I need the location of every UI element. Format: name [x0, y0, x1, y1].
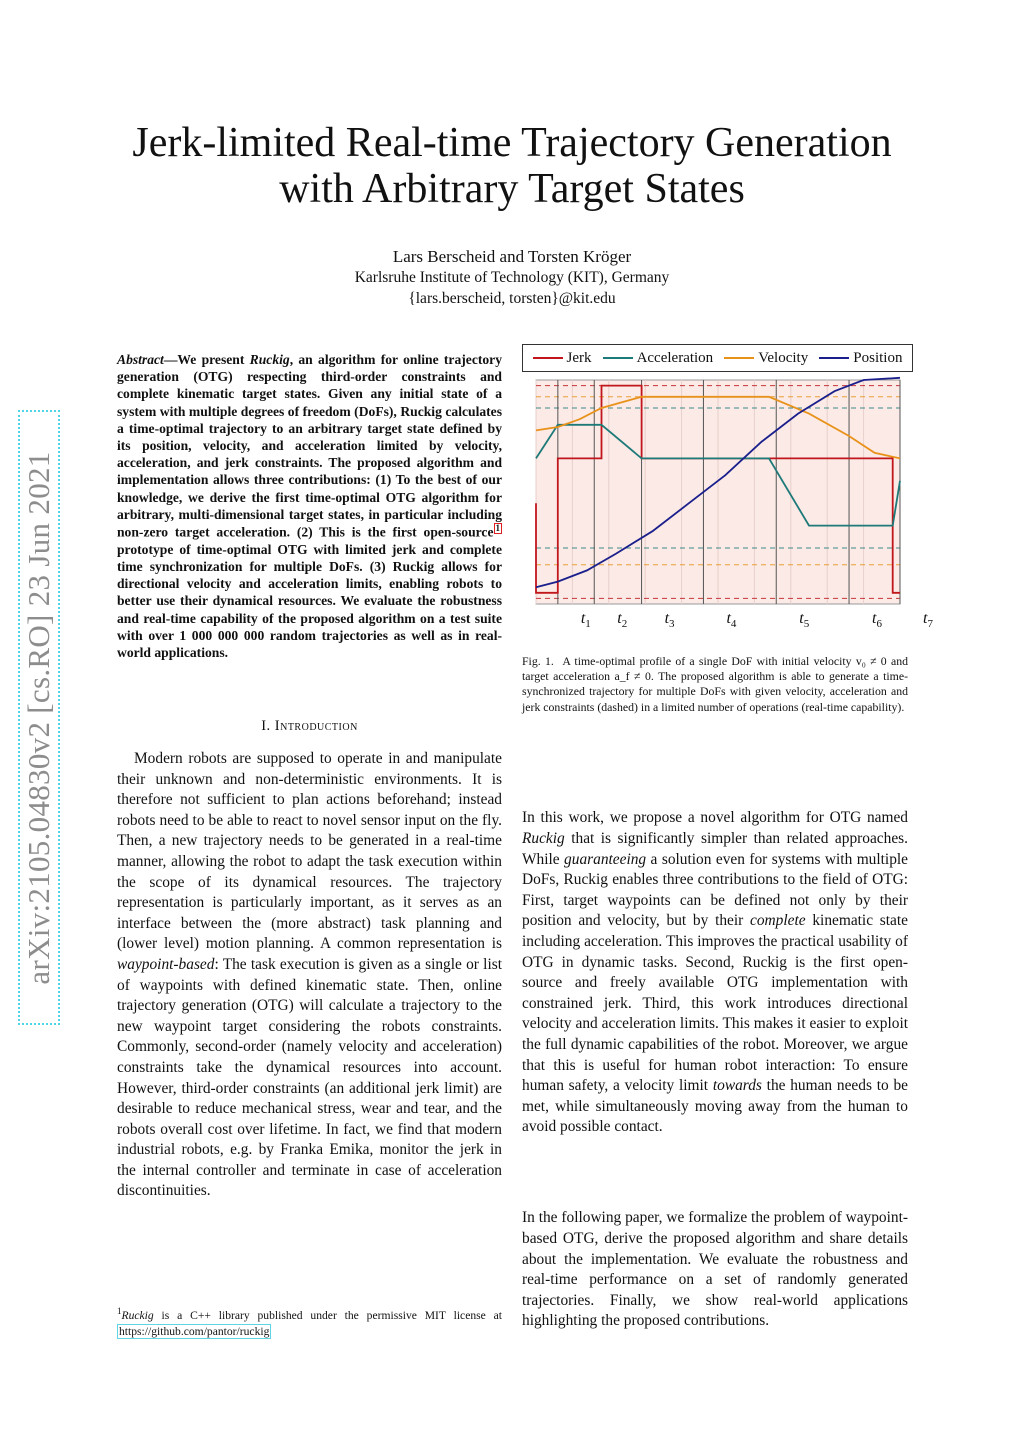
tick-label-t2: $t_2$: [617, 610, 628, 631]
trajectory-chart: [522, 374, 913, 610]
chart-legend: [522, 344, 913, 372]
arxiv-stamp: [18, 410, 60, 1025]
footnote-marker[interactable]: 1: [495, 523, 500, 534]
legend-velocity-swatch: [724, 357, 754, 359]
legend-velocity: [724, 350, 808, 367]
title-line-2: with Arbitrary Target States: [279, 166, 745, 212]
intro-paragraph-right-1: [522, 793, 908, 1153]
footnote-number: 1: [117, 1306, 122, 1316]
email: {lars.berscheid, torsten}@kit.edu: [408, 290, 616, 307]
intro-r1-e: the human needs to be met, while simultaneously moving away from the human to avoid possible contact.: [522, 1077, 908, 1136]
section-heading: [117, 718, 502, 735]
legend-position-label: Position: [853, 349, 903, 366]
legend-acceleration-label: Acceleration: [636, 349, 714, 366]
footnote: [117, 1303, 502, 1340]
legend-acceleration: [603, 350, 714, 367]
legend-velocity-label: Velocity: [758, 349, 809, 366]
intro-r1-a: In this work, we propose a novel algorithm for OTG named: [522, 809, 908, 827]
intro-r1-em1: Ruckig: [522, 829, 565, 847]
title-line-1: Jerk-limited Real-time Trajectory Generation: [132, 120, 892, 166]
intro-paragraph-right-2: [522, 1193, 908, 1347]
tick-label-t3: $t_3$: [664, 610, 675, 631]
intro-paragraph-left: [117, 749, 502, 1202]
caption-text: A time-optimal profile of a single DoF with initial velocity v₀ ≠ 0 and target acceleration a_f ≠ 0. The proposed algorithm is able to generate a time-synchronized trajectory for multiple DoFs with given velocity, acceleration and jerk constraints (dashed) in a limited number of operations (real-time capability).: [522, 654, 908, 714]
intro-p1-em: waypoint-based: [117, 955, 215, 973]
intro-r1-d: kinematic state including acceleration. This improves the practical usability of OTG in dynamic tasks. Second, Ruckig is the first open-source and freely available OTG implementation with constrained jerk. Third, this work introduces directional velocity and acceleration limits. This makes it easier to exploit the full dynamic capabilities of the robot. Moreover, we argue that this is useful for human robot interaction: To ensure human safety, a velocity limit: [522, 912, 908, 1095]
arxiv-id: arXiv:2105.04830v2 [cs.RO] 23 Jun 2021: [21, 450, 56, 985]
tick-label-t1: $t_1$: [580, 610, 591, 631]
affiliation: Karlsruhe Institute of Technology (KIT), Germany: [354, 269, 670, 286]
intro-r1-em2: guaranteeing: [564, 850, 647, 868]
author-block: [0, 246, 1024, 309]
legend-position: [819, 350, 902, 367]
legend-jerk-swatch: [533, 357, 563, 359]
intro-r2-text: In the following paper, we formalize the problem of waypoint-based OTG, derive the proposed algorithm and share details about the implementation. We evaluate the robustness and real-time performance on a set of randomly generated trajectories. Finally, we show real-world applications highlighting the proposed contributions.: [522, 1209, 908, 1330]
intro-r1-em3: complete: [750, 912, 806, 930]
intro-r1-b: that is significantly simpler than related approaches. While: [522, 829, 908, 868]
authors: Lars Berscheid and Torsten Kröger: [392, 247, 632, 266]
footnote-ruckig: Ruckig: [121, 1308, 154, 1322]
tick-label-t5: $t_5$: [799, 610, 810, 631]
tick-label-t7: $t_7$: [923, 610, 933, 631]
paper-title: [0, 120, 1024, 212]
footnote-link[interactable]: https://github.com/pantor/ruckig: [119, 1324, 270, 1338]
abstract-text-2: prototype of time-optimal OTG with limited jerk and complete time synchronization for multiple DoFs. (3) Ruckig allows for directional velocity and acceleration limits, enabling robots to better use their dynamical resources. We evaluate the robustness and real-time capability of the proposed algorithm on a test suite with over 1 000 000 000 random trajectories as well as in real-world applications.: [117, 541, 502, 660]
footnote-text: is a C++ library published under the permissive MIT license at: [153, 1308, 502, 1322]
abstract-label: Abstract: [117, 352, 164, 367]
legend-jerk-label: Jerk: [566, 349, 592, 366]
intro-p1-a: Modern robots are supposed to operate in and manipulate their unknown and non-deterministic environments. It is therefore not sufficient to plan actions beforehand; instead robots need to be able to react to novel sensor input on the fly. Then, a new trajectory needs to be generated in a real-time manner, allowing the robot to adapt the task execution within the scope of its dynamical resources. The trajectory representation is particularly important, as it serves as an interface between the (more abstract) task planning and (lower level) motion planning. A common representation is: [117, 750, 502, 953]
caption-prefix: Fig. 1.: [522, 654, 554, 668]
legend-acceleration-swatch: [603, 357, 633, 359]
figure-caption: [522, 654, 908, 715]
abstract-ruckig: Ruckig: [249, 352, 290, 367]
abstract-intro: —We present: [163, 352, 250, 367]
legend-jerk: [533, 350, 592, 367]
abstract-text-1: , an algorithm for online trajectory generation (OTG) respecting third-order constraints and complete kinematic target states. Given any initial state of a system with multiple degrees of freedom (DoFs), Ruckig calculates a time-optimal trajectory to an arbitrary target state defined by its position, velocity, and acceleration limited by velocity, acceleration, and jerk constraints. The proposed algorithm and implementation allows three contributions: (1) To the best of our knowledge, we derive the first time-optimal OTG algorithm for arbitrary, multi-dimensional target states, in particular including non-zero target acceleration. (2) This is the first open-source: [117, 352, 503, 540]
legend-position-swatch: [819, 357, 849, 359]
intro-p1-b: : The task execution is given as a single or list of waypoints with defined kinematic state. Then, online trajectory generation (OTG) will calculate a trajectory to the new waypoint target considering the robots constraints. Commonly, second-order (namely velocity and acceleration) constraints take the dynamical resources into account. However, third-order constraints (an additional jerk limit) are desirable to reduce mechanical stress, wear and tear, and the robots overall cost over lifetime. In fact, we find that modern industrial robots, e.g. by Franka Emika, monitor the jerk in the internal controller and terminate in case of acceleration discontinuities.: [117, 955, 502, 1200]
tick-label-t4: $t_4$: [726, 610, 737, 631]
tick-label-t6: $t_6$: [872, 610, 883, 631]
abstract: [117, 351, 502, 661]
section-heading-text: I. Introduction: [261, 718, 358, 734]
intro-r1-c: a solution even for systems with multiple DoFs, Ruckig enables three contributions to the field of OTG: First, target waypoints can be defined not only by their position and velocity, but by their: [522, 850, 909, 930]
time-tick-labels: [522, 610, 933, 640]
intro-r1-em4: towards: [712, 1077, 762, 1095]
